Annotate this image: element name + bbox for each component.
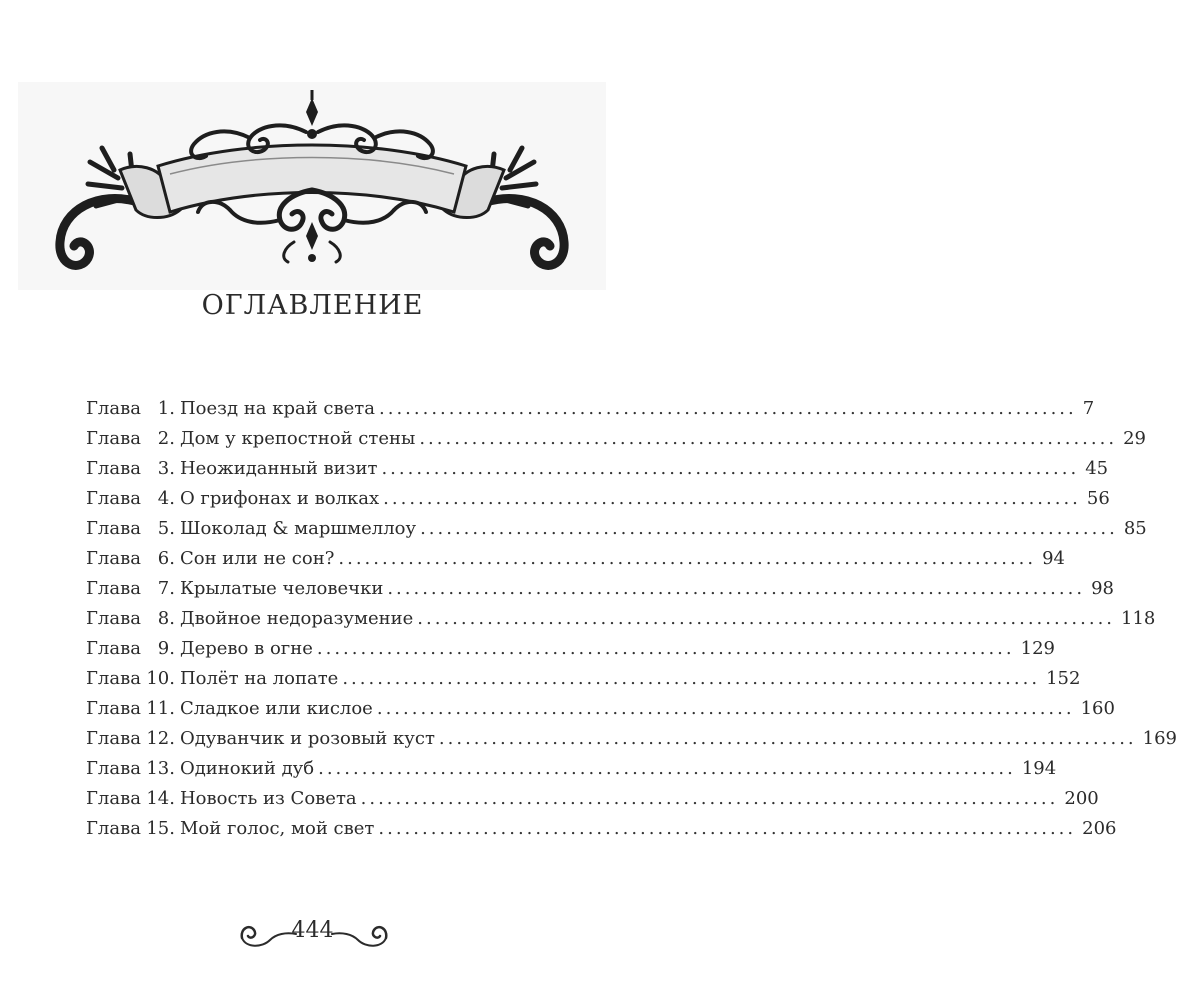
chapter-title: Новость из Совета bbox=[179, 788, 357, 809]
chapter-number: 6. bbox=[157, 548, 175, 569]
chapter-title: Одуванчик и розовый куст bbox=[179, 728, 435, 749]
chapter-page-number: 56 bbox=[1086, 488, 1110, 509]
dot-leader: ................................................................................ bbox=[376, 698, 1075, 719]
chapter-label: Глава bbox=[86, 758, 141, 779]
toc-entry bbox=[86, 398, 1095, 428]
chapter-page-number: 194 bbox=[1021, 758, 1057, 779]
dot-leader: ................................................................................ bbox=[438, 728, 1137, 749]
chapter-number: 8. bbox=[157, 608, 175, 629]
dot-leader: ................................................................................ bbox=[387, 578, 1086, 599]
dot-leader: ................................................................................ bbox=[342, 668, 1041, 689]
chapter-label: Глава bbox=[86, 488, 141, 509]
toc-entry bbox=[86, 818, 1117, 848]
toc-entry bbox=[86, 428, 1146, 458]
scroll-banner-ornament-icon bbox=[18, 82, 606, 290]
chapter-number: 5. bbox=[157, 518, 175, 539]
toc-entry bbox=[86, 728, 1177, 758]
chapter-title: Шоколад & маршмеллоу bbox=[179, 518, 417, 539]
chapter-label: Глава bbox=[86, 548, 141, 569]
chapter-title: Крылатые человечки bbox=[179, 578, 384, 599]
toc-entry bbox=[86, 758, 1057, 788]
chapter-page-number: 29 bbox=[1123, 428, 1146, 449]
chapter-page-number: 7 bbox=[1082, 398, 1095, 419]
chapter-label: Глава bbox=[86, 818, 141, 839]
chapter-title: Полёт на лопате bbox=[179, 668, 339, 689]
toc-entry bbox=[86, 518, 1147, 548]
chapter-label: Глава bbox=[86, 458, 141, 479]
chapter-page-number: 169 bbox=[1142, 728, 1177, 749]
chapter-label: Глава bbox=[86, 398, 141, 419]
chapter-title: Поезд на край света bbox=[179, 398, 375, 419]
page-number: 444 bbox=[291, 918, 334, 943]
chapter-page-number: 98 bbox=[1091, 578, 1114, 599]
chapter-label: Глава bbox=[86, 578, 141, 599]
chapter-number: 11. bbox=[146, 698, 175, 719]
page-footer bbox=[0, 908, 625, 958]
dot-leader: ................................................................................ bbox=[318, 758, 1016, 779]
table-of-contents bbox=[86, 398, 1177, 848]
chapter-number: 15. bbox=[146, 818, 175, 839]
chapter-number: 4. bbox=[157, 488, 175, 509]
chapter-label: Глава bbox=[86, 638, 141, 659]
chapter-number: 7. bbox=[157, 578, 175, 599]
chapter-page-number: 45 bbox=[1085, 458, 1109, 479]
chapter-title: О грифонах и волках bbox=[179, 488, 380, 509]
chapter-number: 13. bbox=[146, 758, 175, 779]
chapter-number: 1. bbox=[157, 398, 175, 419]
dot-leader: ................................................................................ bbox=[338, 548, 1037, 569]
dot-leader: ................................................................................ bbox=[417, 608, 1116, 629]
toc-entry bbox=[86, 638, 1055, 668]
chapter-title: Сон или не сон? bbox=[179, 548, 335, 569]
chapter-page-number: 85 bbox=[1123, 518, 1147, 539]
chapter-label: Глава bbox=[86, 728, 141, 749]
dot-leader: ................................................................................ bbox=[360, 788, 1059, 809]
chapter-number: 10. bbox=[146, 668, 175, 689]
chapter-label: Глава bbox=[86, 668, 141, 689]
chapter-page-number: 206 bbox=[1082, 818, 1117, 839]
chapter-title: Одинокий дуб bbox=[179, 758, 315, 779]
chapter-number: 3. bbox=[157, 458, 175, 479]
dot-leader: ................................................................................ bbox=[378, 818, 1077, 839]
chapter-label: Глава bbox=[86, 428, 141, 449]
chapter-number: 2. bbox=[157, 428, 175, 449]
chapter-title: Дом у крепостной стены bbox=[179, 428, 416, 449]
toc-entry bbox=[86, 578, 1114, 608]
toc-entry bbox=[86, 788, 1099, 818]
chapter-title: Неожиданный визит bbox=[179, 458, 378, 479]
chapter-label: Глава bbox=[86, 788, 141, 809]
chapter-label: Глава bbox=[86, 518, 141, 539]
chapter-number: 9. bbox=[157, 638, 175, 659]
chapter-page-number: 152 bbox=[1046, 668, 1081, 689]
toc-entry bbox=[86, 488, 1110, 518]
chapter-title: Мой голос, мой свет bbox=[179, 818, 375, 839]
toc-entry bbox=[86, 668, 1081, 698]
chapter-label: Глава bbox=[86, 608, 141, 629]
toc-entry bbox=[86, 548, 1066, 578]
chapter-number: 14. bbox=[146, 788, 175, 809]
dot-leader: ................................................................................ bbox=[316, 638, 1015, 659]
chapter-page-number: 129 bbox=[1020, 638, 1055, 659]
chapter-page-number: 160 bbox=[1080, 698, 1115, 719]
dot-leader: ................................................................................ bbox=[420, 518, 1118, 539]
dot-leader: ................................................................................ bbox=[383, 488, 1081, 509]
chapter-title: Сладкое или кислое bbox=[179, 698, 373, 719]
toc-entry bbox=[86, 458, 1109, 488]
chapter-title: Двойное недоразумение bbox=[179, 608, 414, 629]
chapter-page-number: 94 bbox=[1042, 548, 1066, 569]
chapter-page-number: 200 bbox=[1064, 788, 1099, 809]
chapter-label: Глава bbox=[86, 698, 141, 719]
toc-entry bbox=[86, 608, 1156, 638]
page-title: ОГЛАВЛЕНИЕ bbox=[201, 290, 424, 321]
dot-leader: ................................................................................ bbox=[381, 458, 1080, 479]
dot-leader: ................................................................................ bbox=[419, 428, 1118, 449]
header-ornament bbox=[18, 82, 606, 290]
chapter-title: Дерево в огне bbox=[179, 638, 313, 659]
chapter-page-number: 118 bbox=[1121, 608, 1156, 629]
toc-entry bbox=[86, 698, 1115, 728]
chapter-number: 12. bbox=[146, 728, 175, 749]
dot-leader: ................................................................................ bbox=[379, 398, 1077, 419]
